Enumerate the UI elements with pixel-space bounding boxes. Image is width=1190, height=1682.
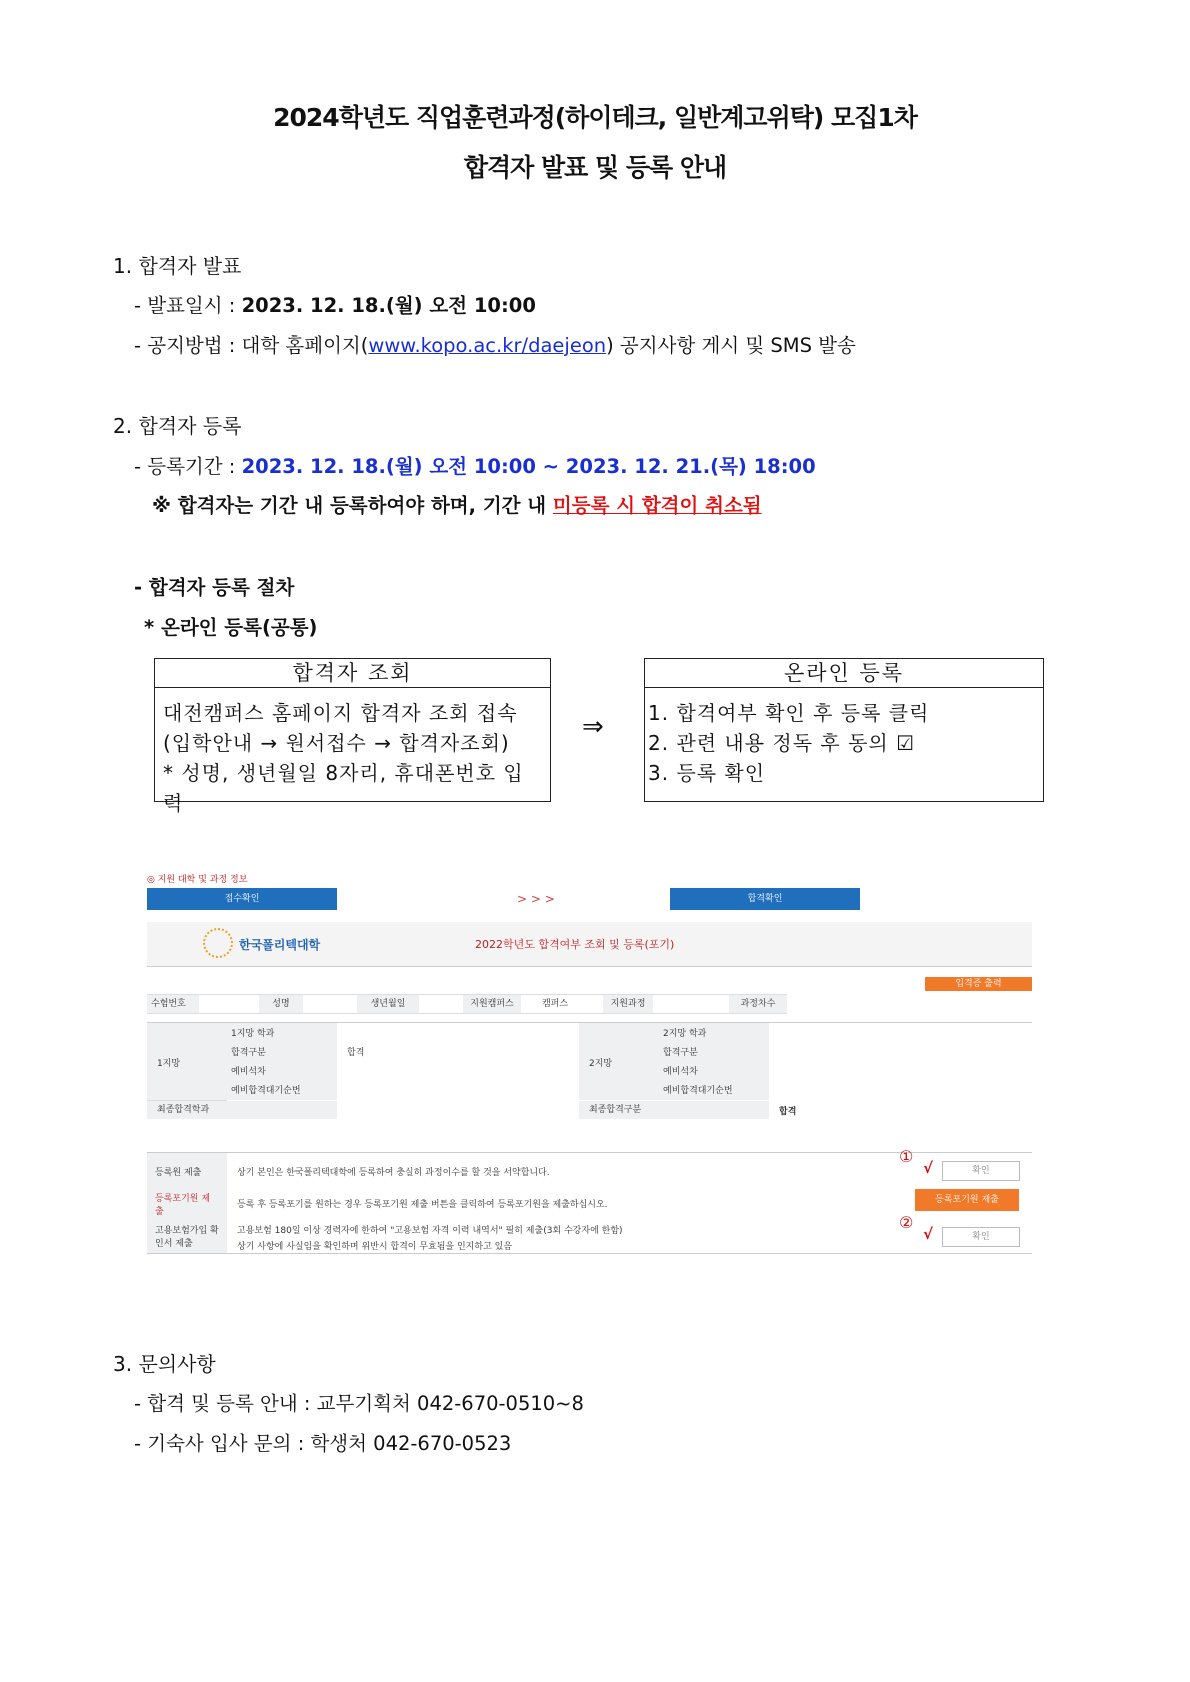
giveup-label: 등록포기원 제출	[155, 1194, 211, 1217]
section3-heading: 3. 문의사항	[113, 1352, 216, 1376]
choice1-sub-labels	[227, 1023, 337, 1100]
flow-arrow-icon: ⇒	[582, 712, 604, 742]
submit-registration-label: 등록원 제출	[155, 1168, 202, 1178]
mark-two: ②	[899, 1213, 914, 1232]
choice2-wait-label: 예비합격대기순번	[663, 1086, 733, 1096]
homepage-link[interactable]: www.kopo.ac.kr/daejeon	[368, 334, 607, 357]
final-dept-label: 최종합격학과	[147, 1101, 337, 1119]
register-period-value: 2023. 12. 18.(월) 오전 10:00 ~ 2023. 12. 21.(목) 18:00	[241, 455, 816, 478]
choice1-label	[147, 1023, 227, 1101]
print-certificate-button[interactable]: 입격증 출력	[925, 977, 1032, 991]
register-period-label: - 등록기간 :	[134, 455, 242, 478]
confirm-insurance-button[interactable]: 확인	[942, 1227, 1020, 1247]
lookup-box	[154, 658, 551, 815]
register-period	[134, 451, 816, 479]
final-type-value: 합격	[779, 1107, 797, 1117]
section1-heading: 1. 합격자 발표	[113, 254, 242, 278]
online-register-box	[644, 658, 1044, 802]
online-step2: 2. 관련 내용 정독 후 동의 ☑	[648, 731, 916, 755]
choice1-type-label: 합격구분	[231, 1048, 266, 1058]
label-campus: 지원캠퍼스	[463, 995, 521, 1013]
announce-method-label: - 공지방법 : 대학 홈페이지(	[134, 334, 369, 357]
logo-text: 한국폴리텍대학	[239, 938, 321, 952]
lookup-step2: (입학안내 → 원서접수 → 합격자조회)	[163, 731, 510, 755]
mark-one: ①	[899, 1147, 914, 1166]
value-campus: 캠퍼스	[541, 999, 569, 1009]
submit-registration-text: 상기 본인은 한국폴리텍대학에 등록하여 충실히 과정이수를 할 것을 서약합니다.	[237, 1168, 550, 1178]
choice2-type-label: 합격구분	[663, 1048, 698, 1058]
check-mark-icon-2: √	[923, 1225, 934, 1243]
online-step1: 1. 합격여부 확인 후 등록 클릭	[648, 701, 930, 725]
choice2-dept-label: 2지망 학과	[663, 1029, 707, 1039]
final-type-label: 최종합격구분	[579, 1101, 769, 1119]
choice1-rank-label: 예비석차	[231, 1067, 266, 1077]
online-register-box-title: 온라인 등록	[645, 659, 1043, 688]
choice1-text: 1지망	[157, 1059, 181, 1069]
tab-arrows: > > >	[517, 892, 555, 906]
choice2-rank-label: 예비석차	[663, 1067, 698, 1077]
lookup-box-title: 합격자 조회	[155, 659, 550, 688]
applicant-info-row	[147, 994, 787, 1014]
lookup-step1: 대전캠퍼스 홈페이지 합격자 조회 접속	[163, 701, 518, 725]
announce-method-suffix: ) 공지사항 게시 및 SMS 발송	[606, 334, 856, 357]
registration-table	[147, 1147, 1032, 1254]
online-heading: * 온라인 등록(공통)	[144, 616, 318, 639]
choice2-text: 2지망	[589, 1059, 613, 1069]
giveup-button[interactable]: 등록포기원 제출	[915, 1189, 1019, 1211]
polytech-logo-icon	[203, 928, 233, 958]
confirm-registration-button[interactable]: 확인	[942, 1161, 1020, 1181]
announce-date-value: 2023. 12. 18.(월) 오전 10:00	[241, 294, 536, 317]
announce-method	[134, 330, 856, 358]
choice2-sub-labels	[659, 1023, 769, 1100]
choice1-wait-label: 예비합격대기순번	[231, 1086, 301, 1096]
choice-table	[147, 1022, 1032, 1119]
announce-date	[134, 290, 536, 318]
contact-registration: - 합격 및 등록 안내 : 교무기획처 042-670-0510~8	[134, 1392, 584, 1415]
insurance-text2: 상기 사항에 사실임을 확인하며 위반시 합격이 무효됨을 인지하고 있음	[237, 1242, 513, 1252]
tab-receipt-check[interactable]: 접수확인	[147, 888, 337, 910]
announce-date-label: - 발표일시 :	[134, 294, 242, 317]
choice2-label	[579, 1023, 659, 1100]
doc-title-line2: 합격자 발표 및 등록 안내	[463, 153, 727, 182]
result-page-title: 2022학년도 합격여부 조회 및 등록(포기)	[475, 938, 675, 951]
embedded-screenshot	[147, 870, 1032, 1250]
online-step3: 3. 등록 확인	[648, 761, 766, 785]
register-note	[152, 490, 762, 518]
label-exam-no: 수험번호	[147, 995, 199, 1013]
section2-heading: 2. 합격자 등록	[113, 414, 242, 438]
label-birth: 생년월일	[357, 995, 419, 1013]
label-course-round: 과정차수	[729, 995, 787, 1013]
tab-pass-check[interactable]: 합격확인	[670, 888, 860, 910]
label-name: 성명	[259, 995, 303, 1013]
label-course: 지원과정	[603, 995, 653, 1013]
section-label: ◎ 지원 대학 및 과정 정보	[147, 875, 248, 885]
check-mark-icon: √	[923, 1159, 934, 1177]
register-note-text: ※ 합격자는 기간 내 등록하여야 하며, 기간 내	[152, 494, 553, 517]
doc-title-line1: 2024학년도 직업훈련과정(하이테크, 일반계고위탁) 모집1차	[273, 103, 917, 132]
giveup-text: 등록 후 등록포기를 원하는 경우 등록포기원 제출 버튼을 클릭하여 등록포기원을 제출하십시오.	[237, 1200, 608, 1210]
insurance-text: 고용보험 180일 이상 경력자에 한하여 "고용보험 자격 이력 내역서" 필히 제출(3회 수강자에 한함)	[237, 1226, 623, 1236]
contact-dormitory: - 기숙사 입사 문의 : 학생처 042-670-0523	[134, 1432, 512, 1455]
procedure-heading: - 합격자 등록 절차	[134, 576, 295, 599]
choice1-dept-label: 1지망 학과	[231, 1029, 275, 1039]
lookup-step3: * 성명, 생년월일 8자리, 휴대폰번호 입력	[163, 761, 524, 815]
insurance-label: 고용보험가입 확인서 제출	[155, 1226, 219, 1249]
result-header	[147, 922, 1032, 967]
choice1-pass-value: 합격	[347, 1048, 365, 1058]
register-note-warning: 미등록 시 합격이 취소됨	[552, 494, 762, 517]
